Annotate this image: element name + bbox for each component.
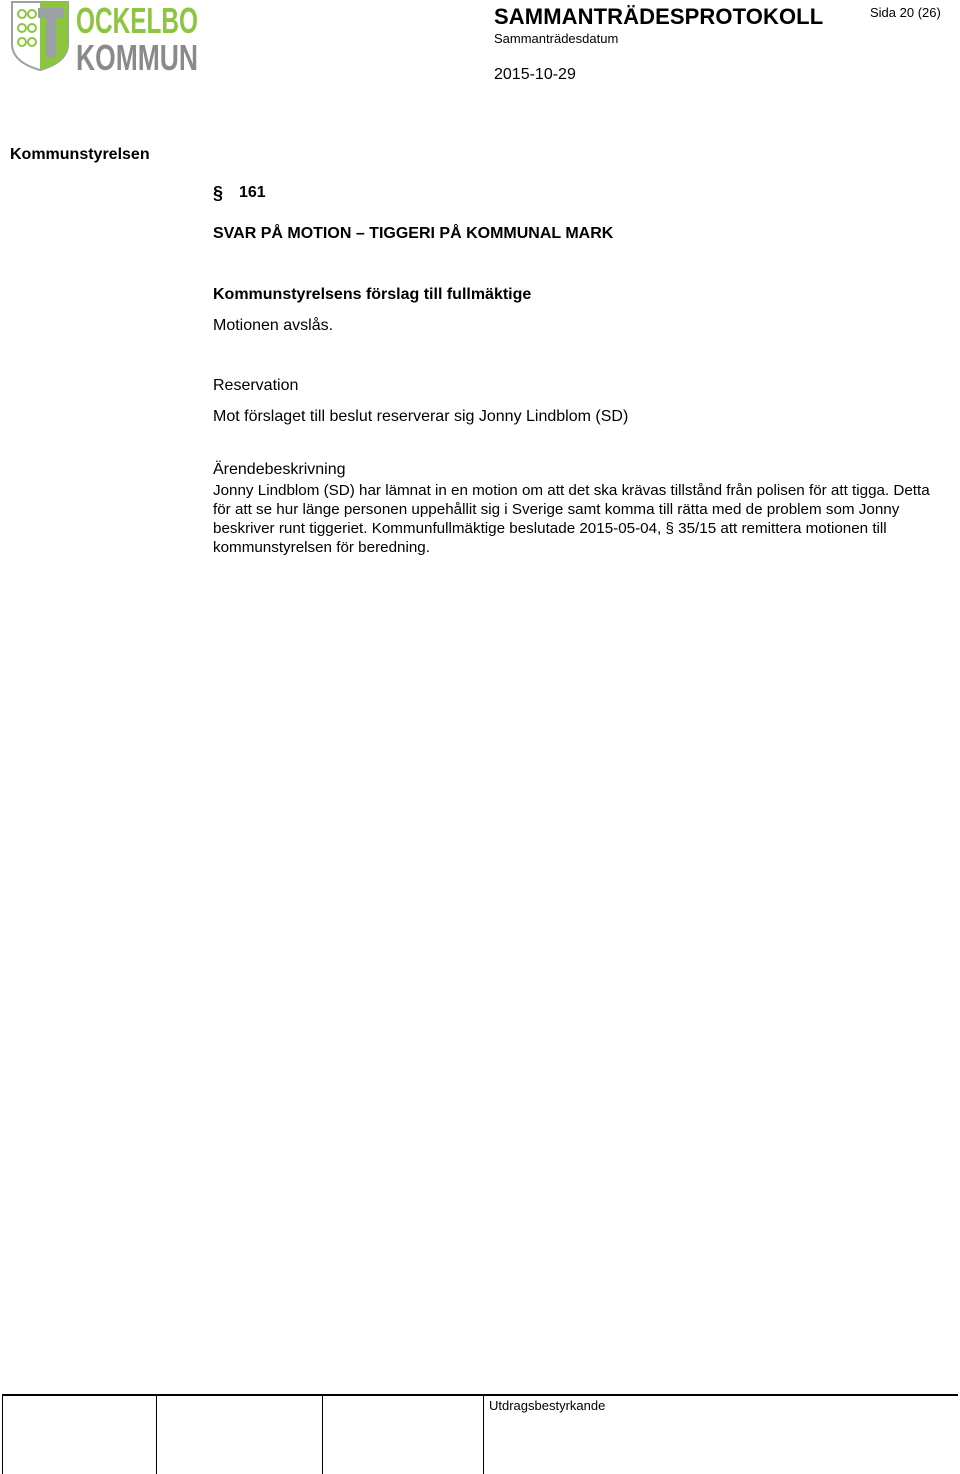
municipality-logo [10, 0, 200, 78]
paragraph-number: 161 [239, 184, 266, 201]
signature-cell-1 [3, 1396, 157, 1474]
meeting-date-label: Sammanträdesdatum [494, 31, 619, 46]
case-description-title: Ärendebeskrivning [213, 461, 346, 478]
matter-heading: SVAR PÅ MOTION – TIGGERI PÅ KOMMUNAL MARK [213, 225, 614, 242]
proposal-text: Motionen avslås. [213, 317, 334, 334]
signature-cell-2 [157, 1396, 323, 1474]
certification-cell [484, 1396, 958, 1474]
meeting-date: 2015-10-29 [494, 66, 576, 83]
reservation-title: Reservation [213, 377, 299, 394]
case-description-text: Jonny Lindblom (SD) har lämnat in en motion om att det ska krävas tillstånd från polisen för att tigga. Detta för att se hur länge personen uppehållit sig i Sverige samt komma till rätta med de problem som Jonny beskriver runt tiggeriet. Kommunfullmäktige beslutade 2015-05-04, § 35/15 att remittera motionen till kommunstyrelsen för beredning. [213, 482, 930, 556]
logo-line2: KOMMUN [76, 37, 198, 78]
committee-name: Kommunstyrelsen [10, 146, 150, 163]
signature-table [2, 1394, 958, 1474]
page-number: Sida 20 (26) [870, 5, 941, 20]
proposal-title: Kommunstyrelsens förslag till fullmäktige [213, 286, 532, 303]
logo-line1: OCKELBO [76, 0, 198, 41]
paragraph-sign: § [213, 183, 224, 203]
ockelbo-coat-of-arms-icon [10, 0, 200, 78]
reservation-text: Mot förslaget till beslut reserverar sig Jonny Lindblom (SD) [213, 408, 629, 425]
signature-cell-3 [323, 1396, 484, 1474]
document-title: SAMMANTRÄDESPROTOKOLL [494, 4, 824, 29]
certification-label: Utdragsbestyrkande [489, 1398, 606, 1413]
